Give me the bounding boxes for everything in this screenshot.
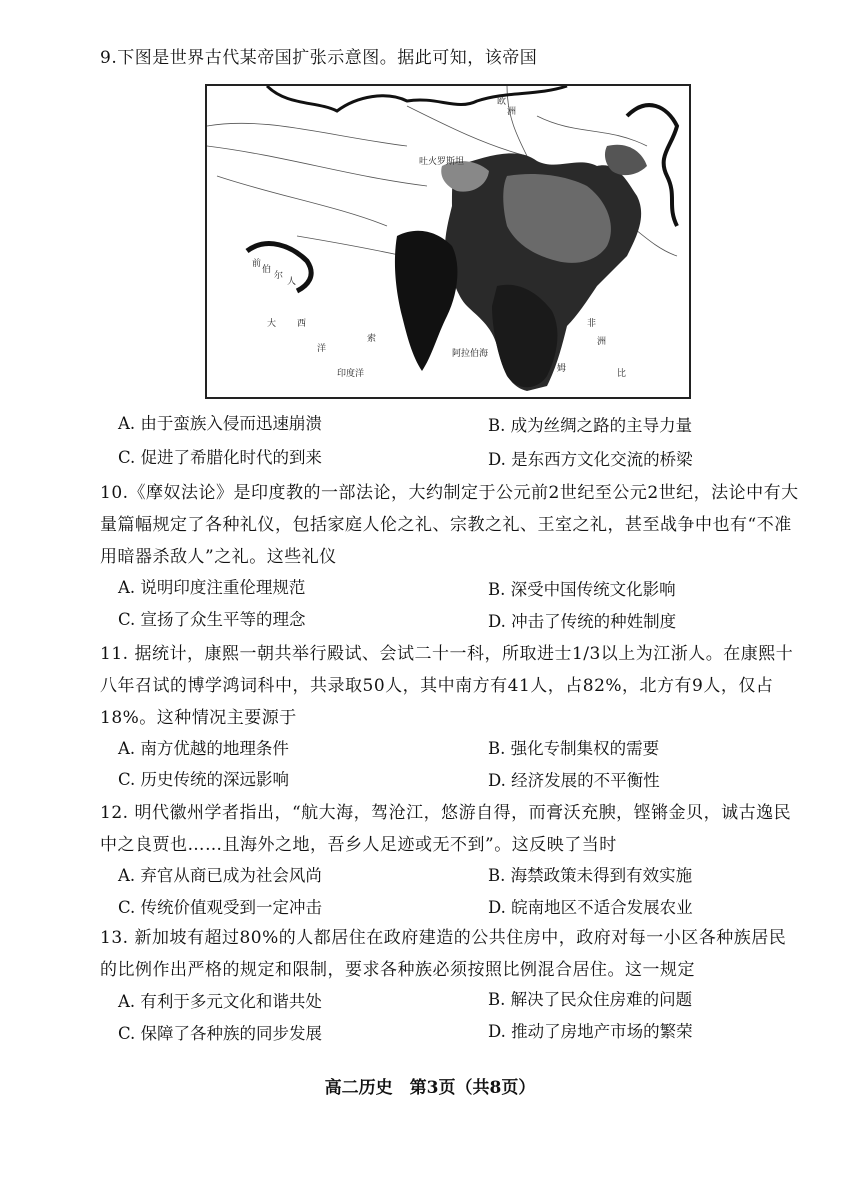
question-13-stem: 13. 新加坡有超过80%的人都居住在政府建造的公共住房中，政府对每一小区各种族居民的比例作出严格的规定和限制，要求各种族必须按照比例混合居住。这一规定: [100, 928, 787, 980]
q13-option-b: B. 解决了民众住房难的问题: [488, 990, 693, 1009]
q12-option-b: B. 海禁政策未得到有效实施: [488, 866, 693, 885]
svg-text:非: 非: [587, 319, 597, 329]
svg-text:西: 西: [297, 319, 307, 329]
q9-option-b: B. 成为丝绸之路的主导力量: [488, 416, 693, 435]
empire-expansion-map: [205, 84, 691, 399]
question-11-stem: 11. 据统计，康熙一朝共举行殿试、会试二十一科，所取进士1/3以上为江浙人。在康熙十八年召试的博学鸿词科中，共录取50人，其中南方有41人，占82%，北方有9人，仅占18%。这种情况主要源于: [100, 644, 794, 728]
q13-option-c: C. 保障了各种族的同步发展: [118, 1024, 323, 1043]
svg-text:吐火罗斯坦: 吐火罗斯坦: [419, 157, 465, 167]
svg-text:伯: 伯: [262, 265, 272, 275]
q13-option-d: D. 推动了房地产市场的繁荣: [488, 1022, 693, 1041]
q13-option-a: A. 有利于多元文化和谐共处: [118, 992, 322, 1011]
q9-option-a: A. 由于蛮族入侵而迅速崩溃: [118, 414, 322, 433]
svg-text:洲: 洲: [507, 107, 517, 117]
q9-option-d: D. 是东西方文化交流的桥梁: [488, 450, 693, 469]
svg-text:欧: 欧: [497, 97, 507, 107]
svg-text:前: 前: [252, 259, 262, 269]
question-9-stem: [100, 42, 800, 74]
svg-text:阿拉伯海: 阿拉伯海: [452, 349, 489, 359]
q10-option-a: A. 说明印度注重伦理规范: [118, 578, 306, 597]
question-9-number: 9.: [100, 48, 118, 68]
svg-text:比: 比: [617, 369, 627, 379]
q11-option-d: D. 经济发展的不平衡性: [488, 771, 660, 790]
q10-option-c: C. 宣扬了众生平等的理念: [118, 610, 306, 629]
q11-option-a: A. 南方优越的地理条件: [118, 739, 289, 758]
svg-text:洲: 洲: [597, 337, 607, 347]
q12-option-c: C. 传统价值观受到一定冲击: [118, 898, 323, 917]
page-footer: 高二历史 第3页（共8页）: [324, 1078, 536, 1098]
svg-text:大: 大: [267, 319, 277, 329]
q9-option-c: C. 促进了希腊化时代的到来: [118, 448, 323, 467]
q10-option-d: D. 冲击了传统的种姓制度: [488, 612, 677, 631]
svg-text:印度洋: 印度洋: [337, 369, 365, 379]
question-12-stem: 12. 明代徽州学者指出，“航大海，驾沧江，悠游自得，而膏沃充腴，铿锵金贝，诚古逸民中之良贾也……且海外之地，吾乡人足迹或无不到”。这反映了当时: [100, 803, 792, 855]
svg-text:人: 人: [287, 277, 297, 287]
svg-text:姆: 姆: [557, 364, 567, 374]
q12-option-d: D. 皖南地区不适合发展农业: [488, 898, 693, 917]
svg-text:尔: 尔: [274, 271, 284, 281]
svg-text:洋: 洋: [317, 344, 327, 354]
q12-option-a: A. 弃官从商已成为社会风尚: [118, 866, 322, 885]
question-9-text: 下图是世界古代某帝国扩张示意图。据此可知，该帝国: [117, 48, 538, 68]
q10-option-b: B. 深受中国传统文化影响: [488, 580, 676, 599]
question-10-stem: 10.《摩奴法论》是印度教的一部法论，大约制定于公元前2世纪至公元2世纪，法论中有大量篇幅规定了各种礼仪，包括家庭人伦之礼、宗教之礼、王室之礼，甚至战争中也有“不准用暗器杀敌人”之礼。这些礼仪: [100, 483, 799, 567]
q11-option-c: C. 历史传统的深远影响: [118, 770, 290, 789]
q11-option-b: B. 强化专制集权的需要: [488, 739, 660, 758]
svg-text:索: 索: [367, 334, 377, 344]
